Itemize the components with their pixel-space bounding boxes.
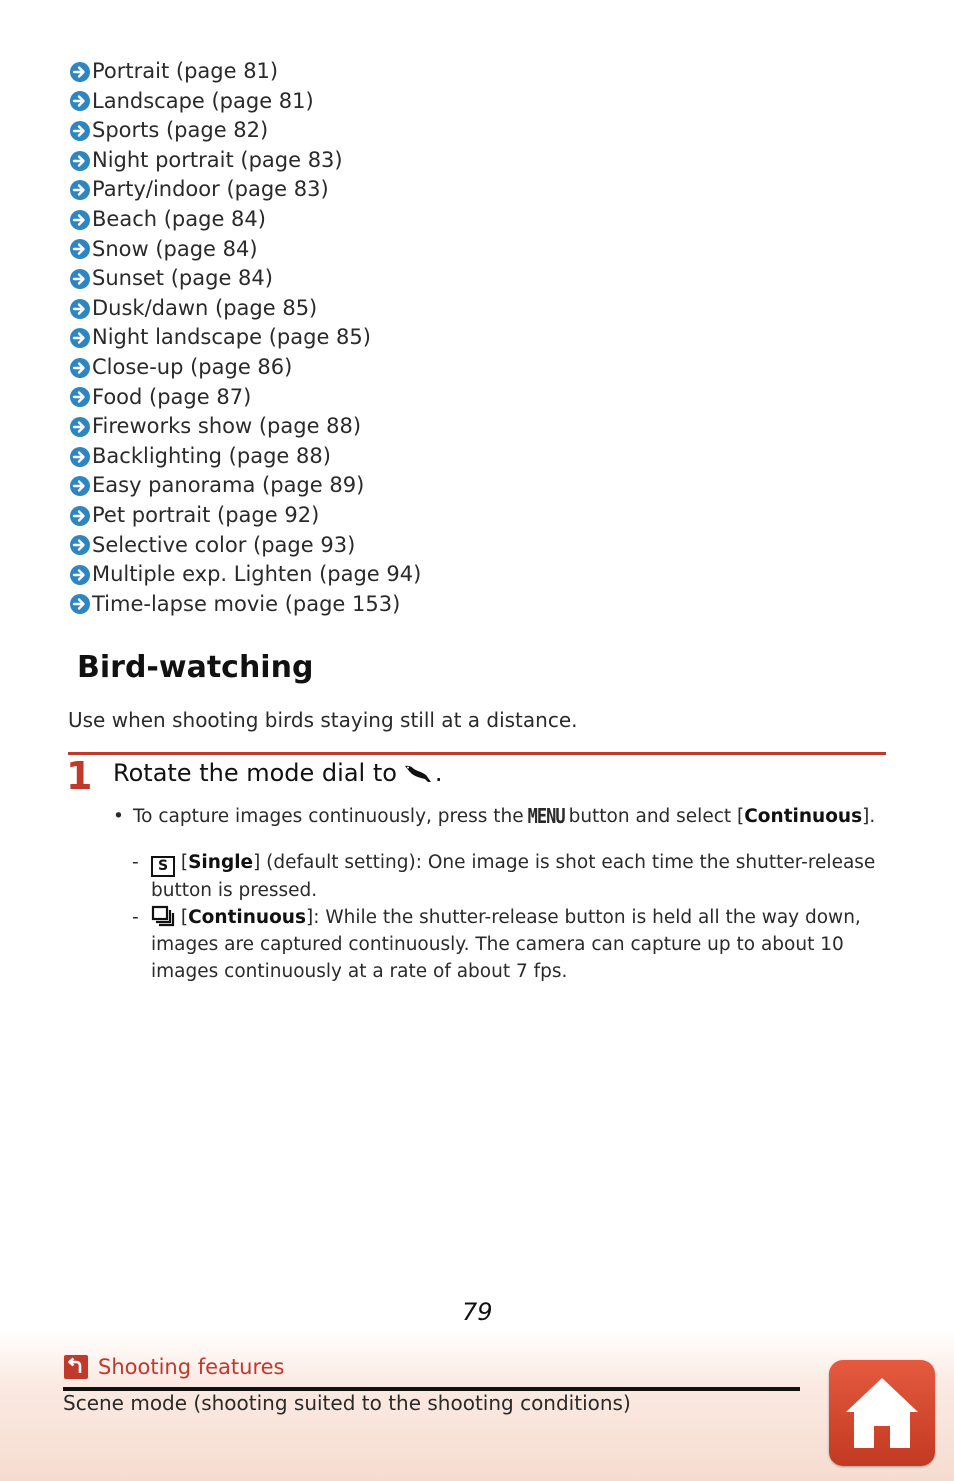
- arrow-right-circle-icon: [69, 505, 91, 527]
- footer-section-link[interactable]: [64, 1355, 284, 1379]
- option-open: [: [180, 907, 189, 928]
- option-body: [151, 904, 891, 985]
- link-label[interactable]: Night landscape (page 85): [92, 325, 371, 350]
- link-label[interactable]: Dusk/dawn (page 85): [92, 295, 318, 320]
- link-item[interactable]: [69, 235, 421, 265]
- arrow-right-circle-icon: [69, 150, 91, 172]
- link-item[interactable]: [69, 116, 421, 146]
- link-item[interactable]: [69, 442, 421, 472]
- arrow-right-circle-icon: [69, 593, 91, 615]
- link-item[interactable]: [69, 57, 421, 87]
- link-item[interactable]: [69, 590, 421, 620]
- link-label[interactable]: Pet portrait (page 92): [92, 502, 320, 527]
- link-item[interactable]: [69, 531, 421, 561]
- link-item[interactable]: [69, 471, 421, 501]
- link-label[interactable]: Fireworks show (page 88): [92, 414, 362, 439]
- arrow-right-circle-icon: [69, 357, 91, 379]
- back-arrow-icon: [64, 1355, 88, 1379]
- arrow-right-circle-icon: [69, 416, 91, 438]
- bullet-marker: •: [113, 806, 124, 827]
- menu-button-glyph: MENU: [527, 804, 565, 829]
- bullet-text-middle: button and select [: [568, 806, 745, 827]
- link-item[interactable]: [69, 175, 421, 205]
- option-rest: ] (default setting): One image is shot each time the shutter-release button is pressed.: [151, 852, 876, 901]
- arrow-right-circle-icon: [69, 90, 91, 112]
- arrow-right-circle-icon: [69, 534, 91, 556]
- arrow-right-circle-icon: [69, 298, 91, 320]
- arrow-right-circle-icon: [69, 446, 91, 468]
- link-item[interactable]: [69, 205, 421, 235]
- link-label[interactable]: Landscape (page 81): [92, 88, 314, 113]
- link-label[interactable]: Easy panorama (page 89): [92, 473, 365, 498]
- arrow-right-circle-icon: [69, 238, 91, 260]
- link-label[interactable]: Selective color (page 93): [92, 532, 356, 557]
- arrow-right-circle-icon: [69, 120, 91, 142]
- step-text-end: .: [434, 759, 443, 787]
- page-number: 79: [462, 1298, 493, 1326]
- arrow-right-circle-icon: [69, 564, 91, 586]
- link-label[interactable]: Snow (page 84): [92, 236, 258, 261]
- home-icon: [842, 1374, 922, 1452]
- link-item[interactable]: [69, 294, 421, 324]
- link-item[interactable]: [69, 146, 421, 176]
- arrow-right-circle-icon: [69, 475, 91, 497]
- option-dash: -: [132, 907, 139, 928]
- arrow-right-circle-icon: [69, 268, 91, 290]
- option-open: [: [180, 852, 189, 873]
- home-button[interactable]: [829, 1360, 935, 1466]
- link-label[interactable]: Multiple exp. Lighten (page 94): [92, 562, 422, 587]
- link-item[interactable]: [69, 87, 421, 117]
- link-item[interactable]: [69, 383, 421, 413]
- bullet-item: [113, 806, 875, 827]
- link-label[interactable]: Close-up (page 86): [92, 354, 293, 379]
- link-label[interactable]: Beach (page 84): [92, 206, 266, 231]
- option-dash: -: [132, 852, 139, 873]
- arrow-right-circle-icon: [69, 386, 91, 408]
- step-instruction: [113, 759, 443, 787]
- link-item[interactable]: [69, 264, 421, 294]
- related-links-list: [69, 57, 421, 619]
- option-bold: Continuous: [188, 907, 306, 928]
- bird-icon: [403, 762, 433, 784]
- section-intro: Use when shooting birds staying still at a distance.: [68, 708, 578, 732]
- link-item[interactable]: [69, 560, 421, 590]
- link-item[interactable]: [69, 501, 421, 531]
- link-label[interactable]: Night portrait (page 83): [92, 147, 343, 172]
- arrow-right-circle-icon: [69, 61, 91, 83]
- option-rest: ]: While the shutter-release button is held all the way down, images are captured continuously. The camera can capture up to about 10 images continuously at a rate of about 7 fps.: [151, 907, 861, 982]
- single-frame-icon: S: [151, 856, 175, 877]
- link-label[interactable]: Sunset (page 84): [92, 266, 273, 291]
- arrow-right-circle-icon: [69, 209, 91, 231]
- bullet-text-before: To capture images continuously, press the: [133, 806, 524, 827]
- continuous-frames-icon: [151, 905, 175, 927]
- bullet-text-after: ].: [862, 806, 876, 827]
- link-item[interactable]: [69, 412, 421, 442]
- option-bold: Single: [188, 852, 254, 873]
- bullet-bold: Continuous: [744, 806, 863, 827]
- footer-section-label[interactable]: Shooting features: [98, 1355, 285, 1379]
- link-item[interactable]: [69, 353, 421, 383]
- link-label[interactable]: Sports (page 82): [92, 118, 269, 143]
- link-label[interactable]: Food (page 87): [92, 384, 252, 409]
- step-text: Rotate the mode dial to: [113, 759, 397, 787]
- option-body: [151, 849, 891, 904]
- link-label[interactable]: Backlighting (page 88): [92, 443, 331, 468]
- link-label[interactable]: Time-lapse movie (page 153): [92, 591, 401, 616]
- footer-subtitle: Scene mode (shooting suited to the shooting conditions): [63, 1391, 631, 1415]
- link-label[interactable]: Portrait (page 81): [92, 59, 279, 83]
- link-label[interactable]: Party/indoor (page 83): [92, 177, 329, 202]
- link-item[interactable]: [69, 323, 421, 353]
- arrow-right-circle-icon: [69, 327, 91, 349]
- step-divider: [68, 752, 886, 755]
- section-title: Bird-watching: [77, 650, 314, 685]
- step-number: 1: [66, 754, 93, 798]
- arrow-right-circle-icon: [69, 179, 91, 201]
